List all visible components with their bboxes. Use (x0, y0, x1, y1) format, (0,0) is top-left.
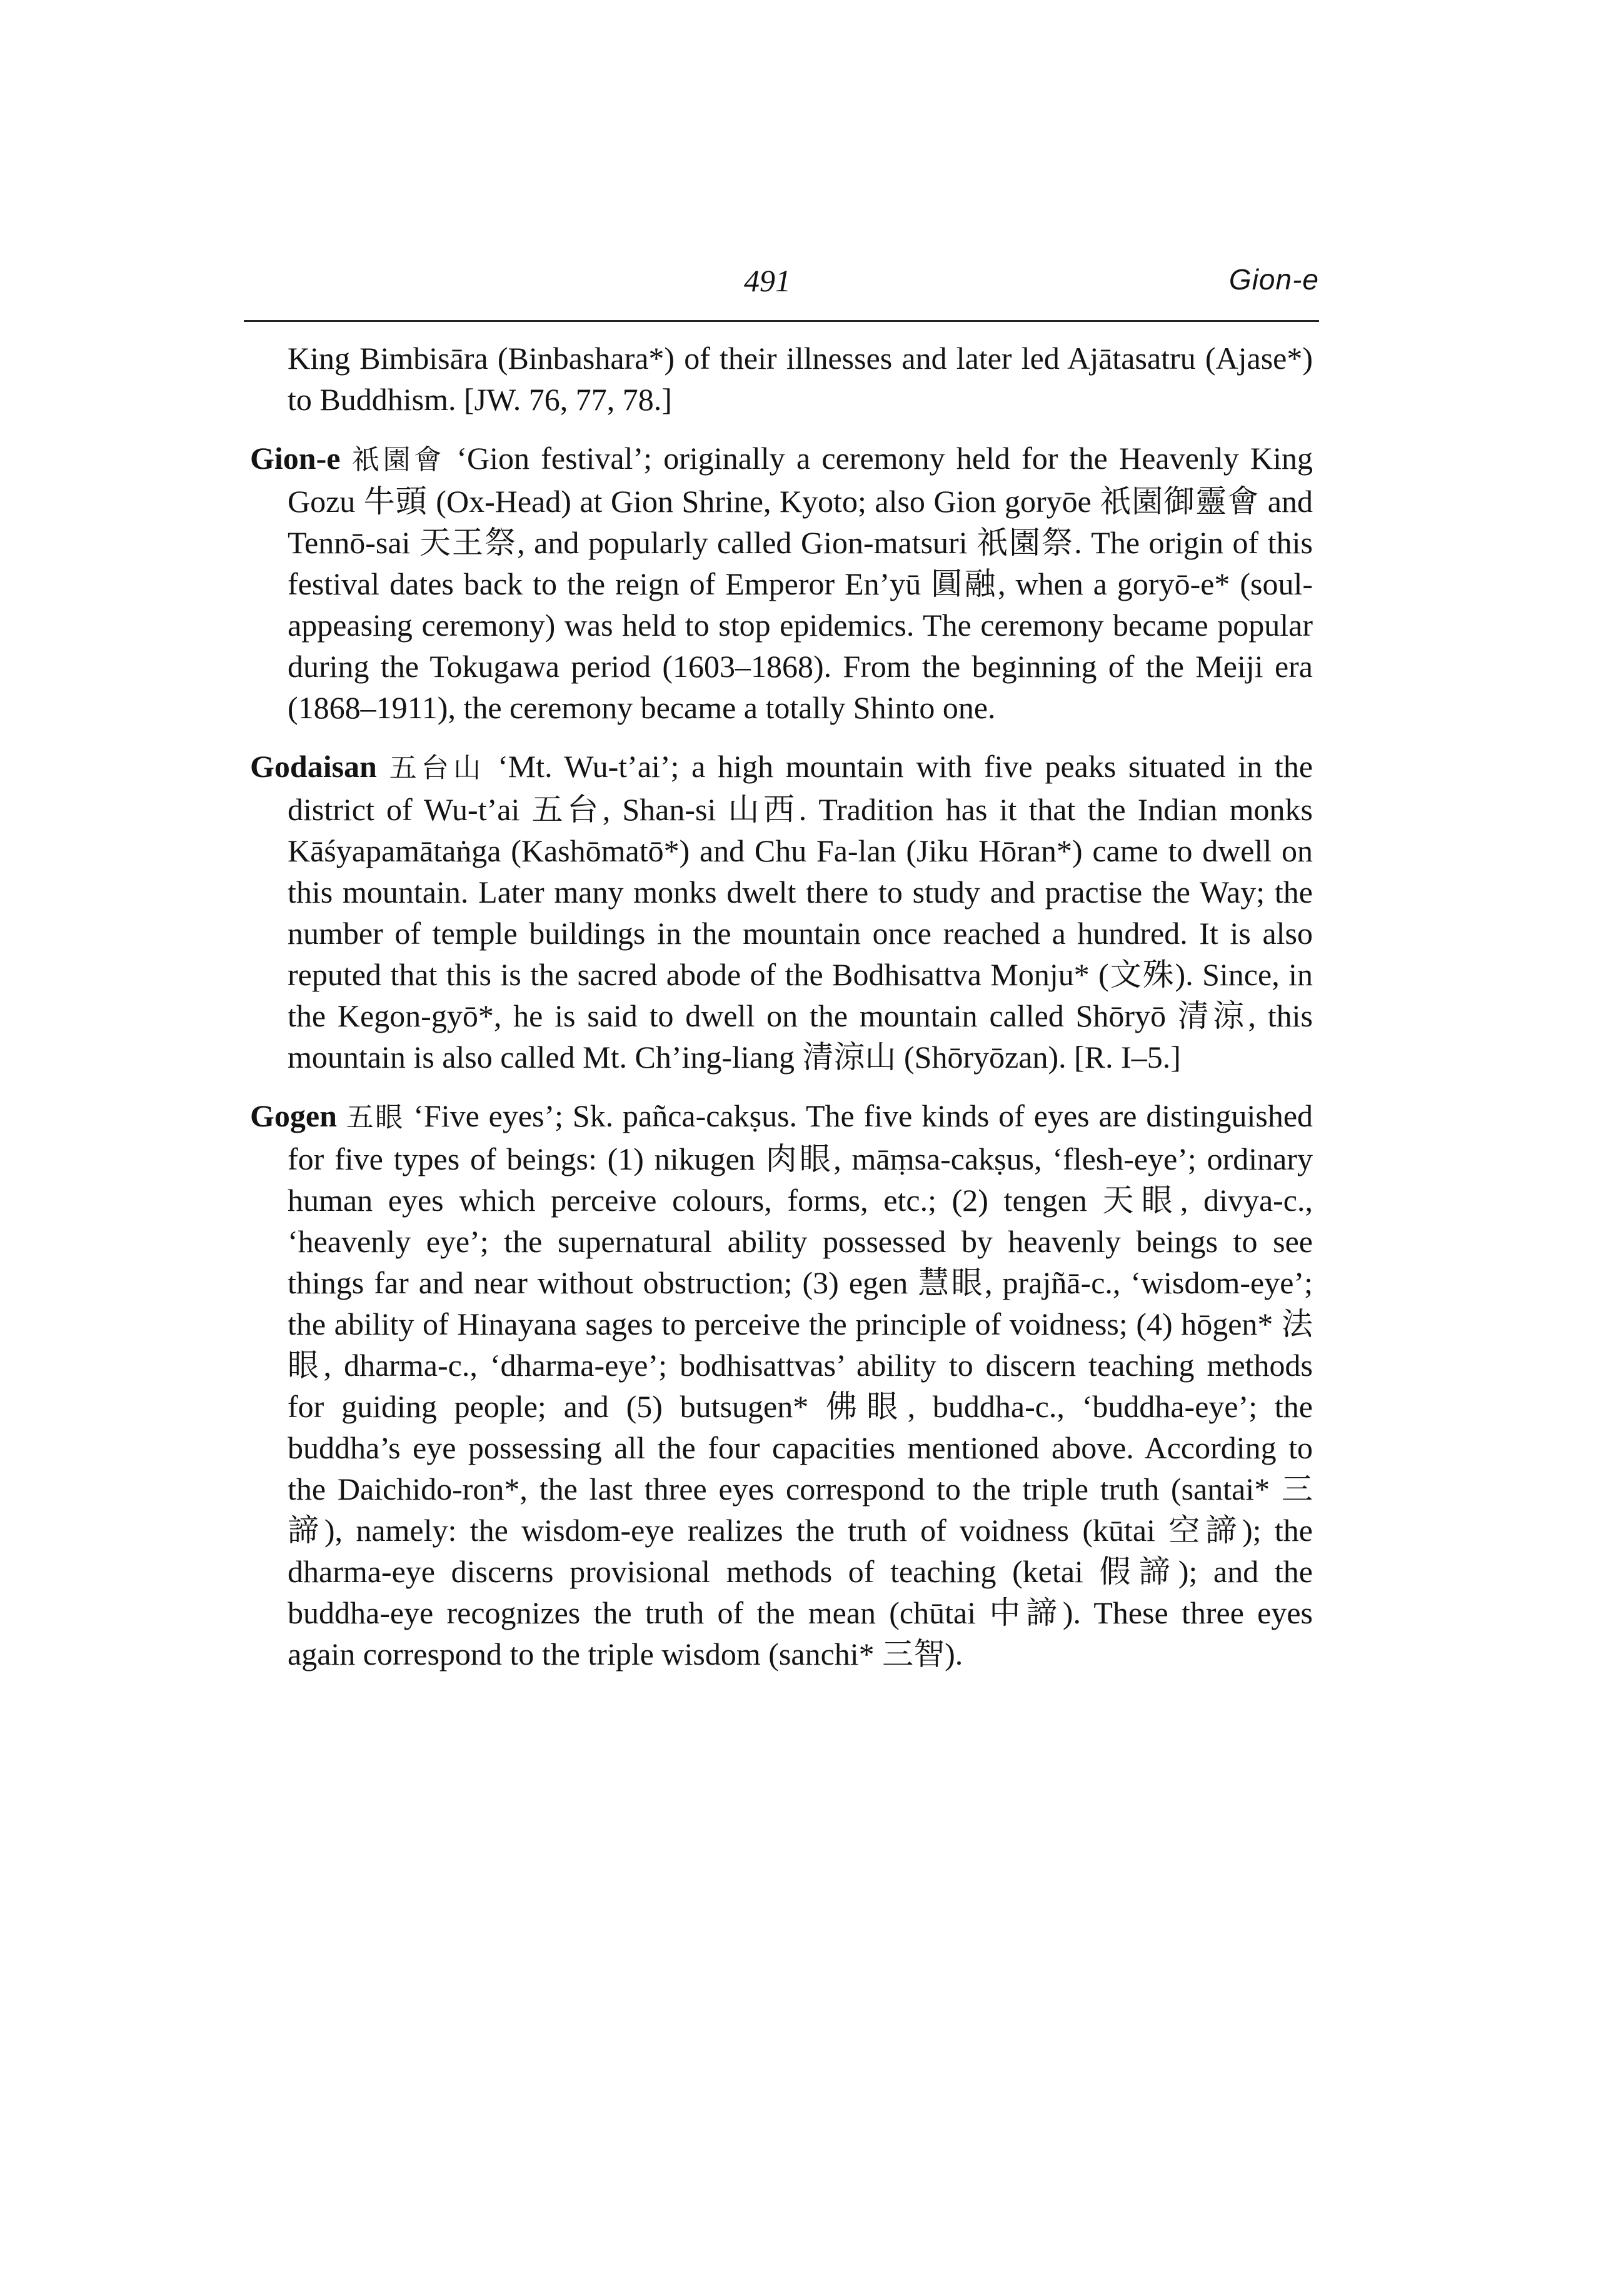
entry-text: ‘Gion festival’; originally a ceremony held for the Heavenly King Gozu 牛頭 (Ox-Head) at Gion Shrine, Kyoto; also Gion goryōe 祇園御靈會 and Tennō-sai 天王祭, and popularly called Gion-matsuri 祇園祭. The origin of this festival dates back to the reign of Emperor En’yū 圓融, when a goryō-e* (soul-appeasing ceremony) was held to stop epidemics. The ceremony became popular during the Tokugawa period (1603–1868). From the beginning of the Meiji era (1868–1911), the ceremony became a totally Shinto one. (288, 441, 1313, 725)
page-number: 491 (744, 263, 791, 298)
entry-kanji: 五台山 (389, 752, 486, 784)
entry-headword: Gion-e (250, 441, 341, 476)
entry-reference: [R. I–5.] (1074, 1040, 1181, 1075)
running-head: Gion-e (1228, 263, 1319, 296)
dictionary-entry-gion-e (250, 438, 1313, 728)
entry-headword: Gogen (250, 1098, 337, 1133)
continuation-paragraph (250, 338, 1313, 420)
continuation-text: King Bimbisāra (Binbashara*) of their illnesses and later led Ajātasatru (Ajase*) to Buddhism. (288, 341, 1313, 417)
entry-headword: Godaisan (250, 749, 377, 784)
entry-text: ‘Five eyes’; Sk. pañca-cakṣus. The five kinds of eyes are distinguished for five types of beings: (1) nikugen 肉眼, māṃsa-cakṣus, ‘flesh-eye’; ordinary human eyes which perceive colours, forms, etc.; (2) tengen 天眼, divya-c., ‘heavenly eye’; the supernatural ability possessed by heavenly beings to see things far and near without obstruction; (3) egen 慧眼, prajñā-c., ‘wisdom-eye’; the ability of Hinayana sages to perceive the principle of voidness; (4) hōgen* 法眼, dharma-c., ‘dharma-eye’; bodhisattvas’ ability to discern teaching methods for guiding people; and (5) butsugen* 佛眼, buddha-c., ‘buddha-eye’; the buddha’s eye possessing all the four capacities mentioned above. According to the Daichido-ron*, the last three eyes correspond to the triple truth (santai* 三諦), namely: the wisdom-eye realizes the truth of voidness (kūtai 空諦); the dharma-eye discerns provisional methods of teaching (ketai 假諦); and the buddha-eye recognizes the truth of the mean (chūtai 中諦). These three eyes again correspond to the triple wisdom (sanchi* 三智). (288, 1098, 1313, 1672)
dictionary-entry-godaisan (250, 746, 1313, 1078)
entry-kanji: 五眼 (346, 1101, 404, 1133)
entry-text: ‘Mt. Wu-t’ai’; a high mountain with five peaks situated in the district of Wu-t’ai 五台, Shan-si 山西. Tradition has it that the Indian monks Kāśyapamātaṅga (Kashōmatō*) and Chu Fa-lan (Jiku Hōran*) came to dwell on this mountain. Later many monks dwelt there to study and practise the Way; the number of temple buildings in the mountain once reached a hundred. It is also reputed that this is the sacred abode of the Bodhisattva Monju* (文殊). Since, in the Kegon-gyō*, he is said to dwell on the mountain called Shōryō 清涼, this mountain is also called Mt. Ch’ing-liang 清涼山 (Shōryōzan). (288, 749, 1313, 1075)
header-rule (244, 320, 1319, 322)
entry-kanji: 祇園會 (351, 444, 446, 476)
page-body (250, 338, 1313, 1692)
dictionary-entry-gogen (250, 1095, 1313, 1675)
continuation-reference: [JW. 76, 77, 78.] (463, 382, 672, 417)
page-header (244, 263, 1319, 313)
